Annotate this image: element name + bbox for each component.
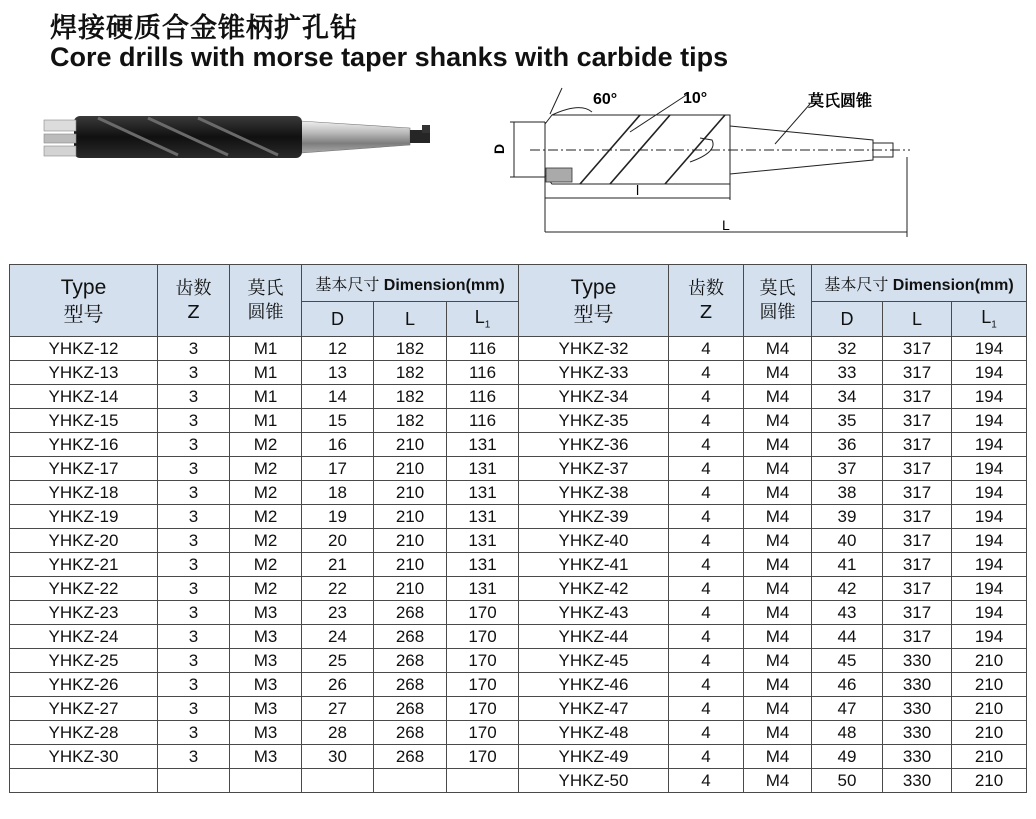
dimension-l-label: l [636, 182, 640, 198]
header-col-L1-sub: 1 [484, 319, 491, 331]
left-cell-teeth: 3 [158, 505, 230, 529]
left-cell-teeth: 3 [158, 361, 230, 385]
left-cell-d: 26 [302, 673, 374, 697]
left-cell-l: 268 [374, 721, 447, 745]
left-cell-l1: 116 [447, 361, 519, 385]
left-cell-l1: 131 [447, 529, 519, 553]
left-cell-l1: 116 [447, 337, 519, 361]
right-cell-teeth: 4 [669, 769, 744, 793]
left-cell-type: YHKZ-27 [10, 697, 158, 721]
left-cell-l: 268 [374, 673, 447, 697]
left-cell-d: 18 [302, 481, 374, 505]
left-cell-l: 210 [374, 505, 447, 529]
header-morse-line2-right: 圆锥 [759, 301, 796, 323]
right-cell-type: YHKZ-40 [519, 529, 669, 553]
left-cell-d: 16 [302, 433, 374, 457]
left-cell-type: YHKZ-15 [10, 409, 158, 433]
right-cell-morse: M4 [744, 673, 812, 697]
header-teeth-right [669, 265, 744, 337]
right-cell-l: 317 [883, 529, 952, 553]
left-cell-d: 22 [302, 577, 374, 601]
left-cell-morse: M3 [230, 745, 302, 769]
left-cell-d: 28 [302, 721, 374, 745]
left-cell-d: 30 [302, 745, 374, 769]
left-cell-l1: 131 [447, 481, 519, 505]
left-cell-morse: M3 [230, 601, 302, 625]
right-cell-d: 38 [812, 481, 883, 505]
right-cell-morse: M4 [744, 649, 812, 673]
left-cell-teeth: 3 [158, 721, 230, 745]
table-row [10, 577, 1027, 601]
left-cell-l: 268 [374, 745, 447, 769]
right-cell-type: YHKZ-39 [519, 505, 669, 529]
left-cell-l: 182 [374, 337, 447, 361]
right-cell-d: 44 [812, 625, 883, 649]
left-cell-d: 14 [302, 385, 374, 409]
right-cell-type: YHKZ-42 [519, 577, 669, 601]
right-cell-type: YHKZ-44 [519, 625, 669, 649]
left-cell-teeth: 3 [158, 697, 230, 721]
drill-photo [38, 108, 438, 168]
header-teeth-cn: 齿数 [175, 277, 212, 299]
right-cell-l1: 194 [952, 361, 1027, 385]
table-row [10, 769, 1027, 793]
header-dimension-right [812, 265, 1027, 302]
right-cell-type: YHKZ-47 [519, 697, 669, 721]
header-morse-right [744, 265, 812, 337]
left-cell-teeth: 3 [158, 529, 230, 553]
right-cell-l: 317 [883, 409, 952, 433]
right-cell-teeth: 4 [669, 577, 744, 601]
left-cell-type: YHKZ-13 [10, 361, 158, 385]
right-cell-l: 317 [883, 505, 952, 529]
right-cell-d: 45 [812, 649, 883, 673]
header-teeth-en: Z [187, 301, 200, 323]
spec-table [9, 264, 1027, 793]
right-cell-morse: M4 [744, 337, 812, 361]
right-cell-l: 330 [883, 673, 952, 697]
right-cell-teeth: 4 [669, 745, 744, 769]
header-morse-line1: 莫氏 [247, 277, 284, 299]
right-cell-l1: 210 [952, 673, 1027, 697]
table-row [10, 673, 1027, 697]
right-cell-d: 43 [812, 601, 883, 625]
table-row [10, 505, 1027, 529]
left-cell-teeth: 3 [158, 481, 230, 505]
right-cell-l1: 194 [952, 553, 1027, 577]
right-cell-teeth: 4 [669, 721, 744, 745]
right-cell-type: YHKZ-38 [519, 481, 669, 505]
left-cell-l1: 170 [447, 649, 519, 673]
left-cell-l1: 131 [447, 505, 519, 529]
table-row [10, 625, 1027, 649]
angle-60-label: 60° [593, 91, 618, 108]
right-cell-teeth: 4 [669, 385, 744, 409]
right-cell-l1: 210 [952, 721, 1027, 745]
table-row [10, 457, 1027, 481]
header-teeth-cn-right: 齿数 [688, 277, 724, 299]
angle-10-label: 10° [683, 90, 708, 107]
left-cell-morse: M2 [230, 457, 302, 481]
right-cell-l1: 210 [952, 649, 1027, 673]
right-cell-l1: 194 [952, 481, 1027, 505]
left-cell-l1: 170 [447, 673, 519, 697]
table-row [10, 745, 1027, 769]
left-cell-l1: 170 [447, 721, 519, 745]
left-cell-teeth: 3 [158, 409, 230, 433]
left-cell-type: YHKZ-16 [10, 433, 158, 457]
left-cell-teeth: 3 [158, 385, 230, 409]
table-row [10, 481, 1027, 505]
right-cell-d: 49 [812, 745, 883, 769]
left-cell-l: 268 [374, 601, 447, 625]
page-title-chinese: 焊接硬质合金锥柄扩孔钻 [50, 13, 358, 44]
left-cell-type: YHKZ-24 [10, 625, 158, 649]
right-cell-morse: M4 [744, 625, 812, 649]
right-cell-d: 39 [812, 505, 883, 529]
right-cell-d: 33 [812, 361, 883, 385]
left-cell-morse: M2 [230, 553, 302, 577]
left-cell-l1: 170 [447, 601, 519, 625]
left-cell-teeth: 3 [158, 337, 230, 361]
left-cell-teeth: 3 [158, 553, 230, 577]
header-col-D: D [302, 302, 374, 337]
left-cell-type: YHKZ-21 [10, 553, 158, 577]
table-row [10, 601, 1027, 625]
table-row [10, 409, 1027, 433]
header-col-L-right: L [883, 302, 952, 337]
right-cell-d: 46 [812, 673, 883, 697]
header-teeth [158, 265, 230, 337]
left-cell-type: YHKZ-20 [10, 529, 158, 553]
left-cell-d: 15 [302, 409, 374, 433]
left-cell-type: YHKZ-17 [10, 457, 158, 481]
right-cell-morse: M4 [744, 457, 812, 481]
left-cell-d: 24 [302, 625, 374, 649]
left-cell-morse: M3 [230, 625, 302, 649]
right-cell-l: 330 [883, 745, 952, 769]
header-type [10, 265, 158, 337]
technical-drawing [490, 82, 920, 242]
header-col-L1-right [952, 302, 1027, 337]
right-cell-d: 41 [812, 553, 883, 577]
right-cell-type: YHKZ-45 [519, 649, 669, 673]
left-cell-type: YHKZ-19 [10, 505, 158, 529]
right-cell-morse: M4 [744, 385, 812, 409]
right-cell-morse: M4 [744, 505, 812, 529]
right-cell-l1: 194 [952, 601, 1027, 625]
left-cell-l: 182 [374, 361, 447, 385]
left-cell-l: 210 [374, 457, 447, 481]
table-row [10, 649, 1027, 673]
right-cell-l: 330 [883, 721, 952, 745]
left-cell-d: 20 [302, 529, 374, 553]
right-cell-d: 32 [812, 337, 883, 361]
right-cell-morse: M4 [744, 601, 812, 625]
right-cell-d: 47 [812, 697, 883, 721]
dimension-L-label: L [722, 217, 730, 233]
left-cell-l1: 170 [447, 697, 519, 721]
header-type-cn-right: 型号 [573, 301, 614, 326]
right-cell-teeth: 4 [669, 601, 744, 625]
right-cell-teeth: 4 [669, 529, 744, 553]
right-cell-teeth: 4 [669, 625, 744, 649]
right-cell-teeth: 4 [669, 457, 744, 481]
right-cell-morse: M4 [744, 769, 812, 793]
right-cell-teeth: 4 [669, 337, 744, 361]
table-row [10, 697, 1027, 721]
left-cell-morse: M2 [230, 505, 302, 529]
header-type-cn: 型号 [63, 301, 104, 326]
header-col-L1-sub-right: 1 [991, 319, 997, 331]
right-cell-type: YHKZ-50 [519, 769, 669, 793]
dimension-D-label: D [491, 143, 507, 154]
right-cell-l: 317 [883, 385, 952, 409]
header-morse-line2: 圆锥 [247, 301, 284, 323]
right-cell-l1: 194 [952, 625, 1027, 649]
left-cell-teeth: 3 [158, 601, 230, 625]
left-cell-l [374, 769, 447, 793]
right-cell-type: YHKZ-43 [519, 601, 669, 625]
table-row [10, 529, 1027, 553]
header-type-en-right: Type [570, 275, 617, 299]
right-cell-morse: M4 [744, 529, 812, 553]
right-cell-morse: M4 [744, 745, 812, 769]
right-cell-d: 37 [812, 457, 883, 481]
header-morse-line1-right: 莫氏 [759, 277, 796, 299]
left-cell-morse: M3 [230, 721, 302, 745]
right-cell-type: YHKZ-41 [519, 553, 669, 577]
right-cell-type: YHKZ-32 [519, 337, 669, 361]
left-cell-l1: 131 [447, 457, 519, 481]
right-cell-morse: M4 [744, 433, 812, 457]
left-cell-type: YHKZ-18 [10, 481, 158, 505]
left-cell-type: YHKZ-14 [10, 385, 158, 409]
left-cell-teeth [158, 769, 230, 793]
left-cell-morse: M3 [230, 673, 302, 697]
right-cell-type: YHKZ-48 [519, 721, 669, 745]
left-cell-teeth: 3 [158, 433, 230, 457]
left-cell-type: YHKZ-23 [10, 601, 158, 625]
morse-taper-label: 莫氏圆锥 [808, 91, 873, 110]
header-col-L: L [374, 302, 447, 337]
right-cell-morse: M4 [744, 361, 812, 385]
left-cell-l: 268 [374, 649, 447, 673]
left-cell-l1: 170 [447, 625, 519, 649]
left-cell-d [302, 769, 374, 793]
right-cell-l1: 194 [952, 409, 1027, 433]
spec-table-body [10, 337, 1027, 793]
table-row [10, 721, 1027, 745]
right-cell-morse: M4 [744, 577, 812, 601]
left-cell-l1: 116 [447, 409, 519, 433]
right-cell-teeth: 4 [669, 505, 744, 529]
right-cell-type: YHKZ-37 [519, 457, 669, 481]
right-cell-type: YHKZ-33 [519, 361, 669, 385]
table-row [10, 553, 1027, 577]
right-cell-d: 40 [812, 529, 883, 553]
left-cell-type: YHKZ-30 [10, 745, 158, 769]
header-col-L1-main-right: L [981, 307, 992, 328]
header-teeth-en-right: Z [699, 301, 713, 323]
page-title-english: Core drills with morse taper shanks with carbide tips [50, 42, 729, 72]
table-row [10, 385, 1027, 409]
left-cell-type: YHKZ-12 [10, 337, 158, 361]
header-dimension [302, 265, 519, 302]
left-cell-l: 182 [374, 409, 447, 433]
left-cell-morse: M3 [230, 697, 302, 721]
right-cell-l: 317 [883, 601, 952, 625]
right-cell-d: 50 [812, 769, 883, 793]
left-cell-teeth: 3 [158, 673, 230, 697]
right-cell-l1: 194 [952, 337, 1027, 361]
header-dimension-cn: 基本尺寸 [315, 276, 380, 294]
header-type-en: Type [60, 275, 107, 299]
left-cell-l: 268 [374, 697, 447, 721]
right-cell-l: 330 [883, 649, 952, 673]
header-dimension-cn-right: 基本尺寸 [824, 276, 889, 294]
right-cell-type: YHKZ-35 [519, 409, 669, 433]
left-cell-l1 [447, 769, 519, 793]
table-row [10, 433, 1027, 457]
right-cell-l1: 194 [952, 505, 1027, 529]
left-cell-d: 13 [302, 361, 374, 385]
right-cell-teeth: 4 [669, 433, 744, 457]
right-cell-morse: M4 [744, 721, 812, 745]
left-cell-morse [230, 769, 302, 793]
header-col-D-right: D [812, 302, 883, 337]
right-cell-l1: 194 [952, 385, 1027, 409]
left-cell-l: 268 [374, 625, 447, 649]
left-cell-d: 19 [302, 505, 374, 529]
right-cell-teeth: 4 [669, 553, 744, 577]
right-cell-l: 330 [883, 769, 952, 793]
right-cell-morse: M4 [744, 409, 812, 433]
left-cell-morse: M2 [230, 433, 302, 457]
left-cell-d: 23 [302, 601, 374, 625]
left-cell-teeth: 3 [158, 577, 230, 601]
left-cell-l1: 116 [447, 385, 519, 409]
left-cell-l: 210 [374, 553, 447, 577]
right-cell-l1: 194 [952, 577, 1027, 601]
left-cell-d: 12 [302, 337, 374, 361]
left-cell-d: 27 [302, 697, 374, 721]
right-cell-l: 317 [883, 553, 952, 577]
right-cell-l1: 210 [952, 745, 1027, 769]
left-cell-l: 210 [374, 433, 447, 457]
right-cell-l: 330 [883, 697, 952, 721]
left-cell-morse: M1 [230, 337, 302, 361]
right-cell-type: YHKZ-49 [519, 745, 669, 769]
right-cell-l1: 210 [952, 697, 1027, 721]
left-cell-morse: M2 [230, 529, 302, 553]
left-cell-l: 210 [374, 577, 447, 601]
right-cell-d: 36 [812, 433, 883, 457]
right-cell-l: 317 [883, 361, 952, 385]
right-cell-d: 35 [812, 409, 883, 433]
table-row [10, 337, 1027, 361]
left-cell-morse: M1 [230, 385, 302, 409]
right-cell-type: YHKZ-46 [519, 673, 669, 697]
right-cell-l: 317 [883, 337, 952, 361]
left-cell-morse: M2 [230, 481, 302, 505]
right-cell-teeth: 4 [669, 481, 744, 505]
left-cell-l: 210 [374, 481, 447, 505]
right-cell-l1: 194 [952, 529, 1027, 553]
left-cell-l1: 131 [447, 577, 519, 601]
left-cell-teeth: 3 [158, 625, 230, 649]
right-cell-teeth: 4 [669, 697, 744, 721]
header-morse [230, 265, 302, 337]
left-cell-morse: M2 [230, 577, 302, 601]
right-cell-d: 48 [812, 721, 883, 745]
left-cell-morse: M1 [230, 409, 302, 433]
left-cell-d: 21 [302, 553, 374, 577]
right-cell-morse: M4 [744, 481, 812, 505]
left-cell-type: YHKZ-26 [10, 673, 158, 697]
right-cell-l1: 210 [952, 769, 1027, 793]
left-cell-d: 17 [302, 457, 374, 481]
left-cell-teeth: 3 [158, 649, 230, 673]
left-cell-l: 210 [374, 529, 447, 553]
left-cell-morse: M1 [230, 361, 302, 385]
left-cell-type: YHKZ-28 [10, 721, 158, 745]
left-cell-type: YHKZ-22 [10, 577, 158, 601]
right-cell-l: 317 [883, 481, 952, 505]
left-cell-type: YHKZ-25 [10, 649, 158, 673]
left-cell-l1: 131 [447, 433, 519, 457]
right-cell-teeth: 4 [669, 409, 744, 433]
left-cell-teeth: 3 [158, 745, 230, 769]
right-cell-d: 34 [812, 385, 883, 409]
table-row [10, 361, 1027, 385]
right-cell-l1: 194 [952, 457, 1027, 481]
right-cell-type: YHKZ-34 [519, 385, 669, 409]
right-cell-morse: M4 [744, 697, 812, 721]
left-cell-l: 182 [374, 385, 447, 409]
header-type-right [519, 265, 669, 337]
right-cell-l: 317 [883, 457, 952, 481]
right-cell-teeth: 4 [669, 361, 744, 385]
right-cell-l: 317 [883, 433, 952, 457]
right-cell-l1: 194 [952, 433, 1027, 457]
left-cell-morse: M3 [230, 649, 302, 673]
left-cell-d: 25 [302, 649, 374, 673]
left-cell-type [10, 769, 158, 793]
header-col-L1-main: L [474, 307, 485, 328]
right-cell-teeth: 4 [669, 673, 744, 697]
header-dimension-en-right: Dimension(mm) [892, 276, 1014, 294]
header-dimension-en: Dimension(mm) [383, 276, 505, 294]
right-cell-type: YHKZ-36 [519, 433, 669, 457]
left-cell-l1: 170 [447, 745, 519, 769]
right-cell-l: 317 [883, 577, 952, 601]
right-cell-d: 42 [812, 577, 883, 601]
right-cell-morse: M4 [744, 553, 812, 577]
right-cell-l: 317 [883, 625, 952, 649]
right-cell-teeth: 4 [669, 649, 744, 673]
left-cell-teeth: 3 [158, 457, 230, 481]
left-cell-l1: 131 [447, 553, 519, 577]
header-col-L1 [447, 302, 519, 337]
